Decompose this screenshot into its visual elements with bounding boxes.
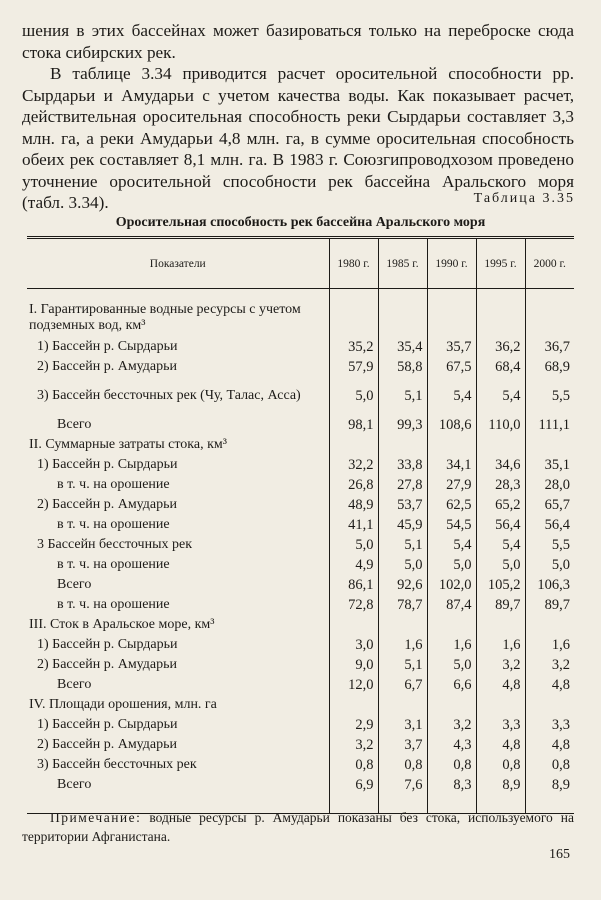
cell-value: 32,2 — [329, 455, 378, 475]
header-year: 1990 г. — [427, 238, 476, 289]
row-label-text: в т. ч. на орошение — [57, 557, 170, 572]
row-label-text: I. Гарантированные водные ресурсы с учетом подземных вод, км³ — [29, 302, 301, 333]
cell-value: 6,9 — [329, 775, 378, 814]
note-label: Примечание: — [50, 810, 142, 825]
cell-value: 41,1 — [329, 515, 378, 535]
cell-value: 111,1 — [525, 415, 574, 435]
header-indicators: Показатели — [27, 238, 329, 289]
row-label-text: II. Суммарные затраты стока, км³ — [29, 437, 227, 452]
cell-value: 89,7 — [476, 595, 525, 615]
row-label-text: в т. ч. на орошение — [57, 597, 170, 612]
page-number: 165 — [549, 847, 570, 862]
table-row — [27, 415, 574, 435]
cell-value — [427, 299, 476, 337]
cell-value: 4,9 — [329, 555, 378, 575]
cell-value: 5,0 — [329, 535, 378, 555]
row-label-text: в т. ч. на орошение — [57, 477, 170, 492]
cell-value: 0,8 — [427, 755, 476, 775]
cell-value: 35,1 — [525, 455, 574, 475]
table-row — [27, 357, 574, 377]
row-label — [27, 675, 329, 695]
cell-value: 92,6 — [378, 575, 427, 595]
cell-value: 58,8 — [378, 357, 427, 377]
cell-value: 3,7 — [378, 735, 427, 755]
note-text: водные ресурсы р. Амударьи показаны без стока, используемого на территории Афганистана. — [22, 810, 574, 844]
cell-value — [525, 299, 574, 337]
cell-value: 65,2 — [476, 495, 525, 515]
cell-value — [378, 435, 427, 455]
row-label — [27, 337, 329, 357]
table-section-row — [27, 615, 574, 635]
cell-value: 5,1 — [378, 377, 427, 415]
table-section-row — [27, 695, 574, 715]
table-number: Таблица 3.35 — [473, 191, 575, 206]
cell-value — [476, 435, 525, 455]
cell-value: 35,4 — [378, 337, 427, 357]
cell-value: 5,5 — [525, 377, 574, 415]
cell-value: 5,0 — [378, 555, 427, 575]
table-row — [27, 377, 574, 415]
row-label — [27, 495, 329, 515]
cell-value: 3,2 — [427, 715, 476, 735]
cell-value: 86,1 — [329, 575, 378, 595]
table-row — [27, 635, 574, 655]
cell-value: 3,2 — [329, 735, 378, 755]
cell-value: 7,6 — [378, 775, 427, 814]
cell-value: 9,0 — [329, 655, 378, 675]
table-section-row — [27, 299, 574, 337]
row-label-text: 2) Бассейн р. Амударьи — [37, 657, 178, 672]
row-label — [27, 715, 329, 735]
cell-value — [476, 695, 525, 715]
cell-value: 108,6 — [427, 415, 476, 435]
cell-value: 34,6 — [476, 455, 525, 475]
table-row — [27, 655, 574, 675]
cell-value: 33,8 — [378, 455, 427, 475]
table-title: Оросительная способность рек бассейна Аральского моря — [115, 215, 486, 230]
row-label-text: Всего — [57, 577, 92, 592]
cell-value: 106,3 — [525, 575, 574, 595]
cell-value — [476, 299, 525, 337]
row-label — [27, 575, 329, 595]
cell-value: 54,5 — [427, 515, 476, 535]
cell-value: 78,7 — [378, 595, 427, 615]
header-year: 1995 г. — [476, 238, 525, 289]
table-body — [27, 289, 574, 814]
row-label-text: 2) Бассейн р. Амударьи — [37, 737, 178, 752]
cell-value — [476, 615, 525, 635]
cell-value: 48,9 — [329, 495, 378, 515]
row-label-text: 1) Бассейн р. Сырдарьи — [37, 457, 178, 472]
cell-value: 67,5 — [427, 357, 476, 377]
cell-value — [427, 435, 476, 455]
cell-value: 98,1 — [329, 415, 378, 435]
row-label — [27, 555, 329, 575]
table-row — [27, 755, 574, 775]
row-label — [27, 475, 329, 495]
cell-value: 8,3 — [427, 775, 476, 814]
data-table-wrapper — [27, 236, 574, 814]
cell-value — [525, 695, 574, 715]
cell-value: 2,9 — [329, 715, 378, 735]
cell-value: 3,2 — [525, 655, 574, 675]
cell-value: 72,8 — [329, 595, 378, 615]
table-row — [27, 675, 574, 695]
cell-value: 5,5 — [525, 535, 574, 555]
cell-value: 0,8 — [476, 755, 525, 775]
cell-value: 8,9 — [476, 775, 525, 814]
cell-value: 68,9 — [525, 357, 574, 377]
row-label — [27, 595, 329, 615]
row-label — [27, 299, 329, 337]
cell-value: 35,7 — [427, 337, 476, 357]
row-label-text: в т. ч. на орошение — [57, 517, 170, 532]
header-year: 1980 г. — [329, 238, 378, 289]
cell-value: 6,6 — [427, 675, 476, 695]
cell-value: 1,6 — [525, 635, 574, 655]
cell-value: 26,8 — [329, 475, 378, 495]
cell-value: 1,6 — [427, 635, 476, 655]
row-label — [27, 435, 329, 455]
cell-value: 5,4 — [427, 377, 476, 415]
cell-value: 4,8 — [525, 675, 574, 695]
table-note — [22, 808, 574, 846]
cell-value: 5,0 — [427, 655, 476, 675]
table-row — [27, 575, 574, 595]
data-table — [27, 236, 574, 814]
row-label-text: 1) Бассейн р. Сырдарьи — [37, 637, 178, 652]
table-row — [27, 495, 574, 515]
cell-value: 1,6 — [378, 635, 427, 655]
cell-value: 8,9 — [525, 775, 574, 814]
cell-value — [378, 615, 427, 635]
cell-value: 105,2 — [476, 575, 525, 595]
cell-value: 57,9 — [329, 357, 378, 377]
row-label — [27, 515, 329, 535]
cell-value: 65,7 — [525, 495, 574, 515]
row-label-text: 3) Бассейн бессточных рек (Чу, Талас, Асса) — [37, 388, 301, 403]
table-row — [27, 735, 574, 755]
header-year: 1985 г. — [378, 238, 427, 289]
cell-value: 3,0 — [329, 635, 378, 655]
cell-value: 5,4 — [427, 535, 476, 555]
cell-value: 4,8 — [525, 735, 574, 755]
table-row — [27, 337, 574, 357]
cell-value: 35,2 — [329, 337, 378, 357]
cell-value — [427, 695, 476, 715]
cell-value — [329, 695, 378, 715]
row-label-text: 1) Бассейн р. Сырдарьи — [37, 339, 178, 354]
table-row — [27, 715, 574, 735]
row-label-text: IV. Площади орошения, млн. га — [29, 697, 217, 712]
table-row — [27, 555, 574, 575]
row-label — [27, 655, 329, 675]
cell-value: 3,3 — [525, 715, 574, 735]
cell-value: 99,3 — [378, 415, 427, 435]
cell-value: 34,1 — [427, 455, 476, 475]
row-label — [27, 615, 329, 635]
row-label — [27, 695, 329, 715]
cell-value: 36,2 — [476, 337, 525, 357]
cell-value — [329, 435, 378, 455]
row-label — [27, 635, 329, 655]
cell-value: 56,4 — [476, 515, 525, 535]
paragraph-1: шения в этих бассейнах может базироваться только на переброске сюда стока сибирских рек. — [22, 21, 574, 62]
table-row — [27, 595, 574, 615]
header-year: 2000 г. — [525, 238, 574, 289]
row-label-text: Всего — [57, 417, 92, 432]
cell-value: 53,7 — [378, 495, 427, 515]
cell-value: 5,1 — [378, 535, 427, 555]
cell-value: 28,3 — [476, 475, 525, 495]
cell-value: 36,7 — [525, 337, 574, 357]
cell-value — [525, 615, 574, 635]
row-label-text: 3 Бассейн бессточных рек — [37, 537, 193, 552]
cell-value: 6,7 — [378, 675, 427, 695]
row-label-text: 1) Бассейн р. Сырдарьи — [37, 717, 178, 732]
cell-value: 56,4 — [525, 515, 574, 535]
row-label — [27, 755, 329, 775]
cell-value — [329, 615, 378, 635]
cell-value — [427, 615, 476, 635]
row-label — [27, 735, 329, 755]
cell-value: 5,4 — [476, 377, 525, 415]
table-row — [27, 475, 574, 495]
cell-value: 27,9 — [427, 475, 476, 495]
cell-value — [378, 299, 427, 337]
cell-value: 3,1 — [378, 715, 427, 735]
cell-value: 4,8 — [476, 675, 525, 695]
body-text — [22, 20, 574, 214]
row-label-text: 3) Бассейн бессточных рек — [37, 757, 197, 772]
row-label — [27, 357, 329, 377]
row-label — [27, 415, 329, 435]
cell-value: 5,0 — [427, 555, 476, 575]
cell-value: 0,8 — [329, 755, 378, 775]
cell-value: 89,7 — [525, 595, 574, 615]
cell-value: 102,0 — [427, 575, 476, 595]
table-section-row — [27, 435, 574, 455]
cell-value: 1,6 — [476, 635, 525, 655]
row-label — [27, 535, 329, 555]
row-label-text: Всего — [57, 777, 92, 792]
row-label-text: III. Сток в Аральское море, км³ — [29, 617, 215, 632]
row-label-text: Всего — [57, 677, 92, 692]
row-label-text: 2) Бассейн р. Амударьи — [37, 359, 178, 374]
cell-value: 5,0 — [525, 555, 574, 575]
cell-value: 0,8 — [525, 755, 574, 775]
cell-value: 5,0 — [476, 555, 525, 575]
table-row — [27, 515, 574, 535]
row-label-text: 2) Бассейн р. Амударьи — [37, 497, 178, 512]
cell-value: 27,8 — [378, 475, 427, 495]
cell-value: 110,0 — [476, 415, 525, 435]
cell-value — [329, 299, 378, 337]
cell-value — [378, 695, 427, 715]
cell-value: 12,0 — [329, 675, 378, 695]
spacer-row — [27, 289, 574, 300]
cell-value: 4,3 — [427, 735, 476, 755]
cell-value — [525, 435, 574, 455]
table-header-row — [27, 238, 574, 289]
row-label — [27, 455, 329, 475]
paragraph-2: В таблице 3.34 приводится расчет оросительной способности рр. Сырдарьи и Амударьи с учетом качества воды. Как показывает расчет, действительная оросительная способность реки Сырдарьи составляет 3,3 млн. га, а реки Амударьи 4,8 млн. га, в сумме оросительная способность обеих рек составляет 8,1 млн. га. В 1983 г. Союзгипроводхозом проведено уточнение оросительной способности рек бассейна Аральского моря (табл. 3.34). — [22, 64, 574, 212]
table-row — [27, 455, 574, 475]
cell-value: 62,5 — [427, 495, 476, 515]
cell-value: 28,0 — [525, 475, 574, 495]
cell-value: 0,8 — [378, 755, 427, 775]
cell-value: 5,0 — [329, 377, 378, 415]
cell-value: 3,2 — [476, 655, 525, 675]
cell-value: 45,9 — [378, 515, 427, 535]
cell-value: 3,3 — [476, 715, 525, 735]
cell-value: 5,1 — [378, 655, 427, 675]
cell-value: 87,4 — [427, 595, 476, 615]
row-label — [27, 377, 329, 415]
cell-value: 4,8 — [476, 735, 525, 755]
cell-value: 5,4 — [476, 535, 525, 555]
table-row — [27, 535, 574, 555]
cell-value: 68,4 — [476, 357, 525, 377]
